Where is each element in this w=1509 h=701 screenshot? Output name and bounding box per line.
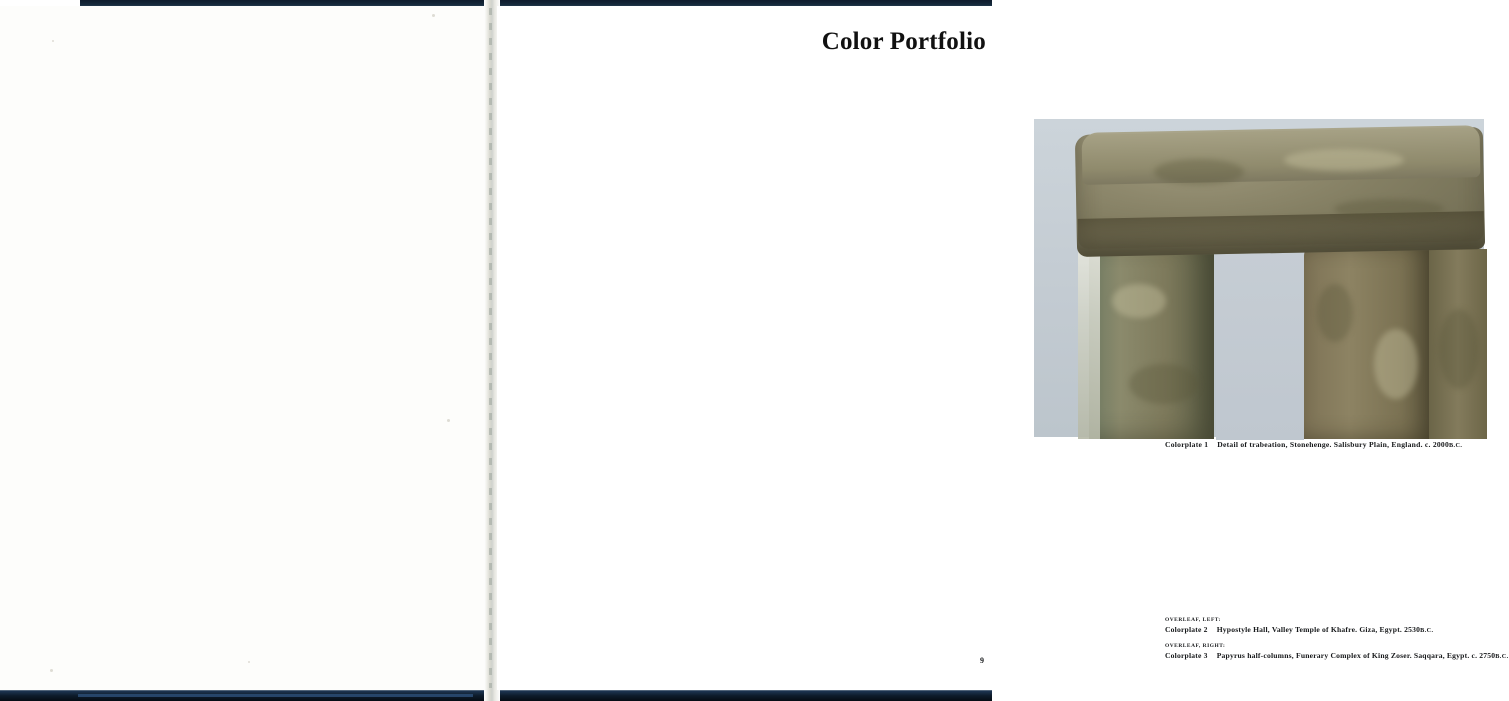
photo-stone-texture — [1112, 284, 1166, 318]
book-bottom-edge-highlight — [78, 694, 473, 697]
colorplate-1-image — [1034, 119, 1484, 437]
page-folio-number: 9 — [980, 656, 984, 665]
photo-stone-upright-left-lit-face — [1078, 239, 1100, 439]
photo-stone-texture — [1439, 309, 1479, 389]
overleaf-left-label: OVERLEAF, LEFT: — [1165, 617, 1221, 623]
photo-stone-lintel-top-face — [1082, 125, 1481, 185]
paper-speck — [432, 14, 435, 17]
caption-era: B.C. — [1449, 442, 1463, 449]
photo-stone-texture — [1154, 159, 1244, 185]
photo-stone-texture — [1284, 149, 1404, 171]
right-page — [497, 6, 1509, 690]
colorplate-1-caption — [1165, 440, 1462, 449]
overleaf-note-right — [1165, 643, 1509, 660]
overleaf-left-number: Colorplate 2 — [1165, 625, 1208, 634]
overleaf-right-label: OVERLEAF, RIGHT: — [1165, 643, 1226, 649]
left-page — [0, 6, 489, 690]
overleaf-note-left — [1165, 617, 1433, 634]
page-title: Color Portfolio — [821, 28, 986, 55]
photo-stone-upright-right — [1304, 244, 1434, 439]
photo-gap-between-uprights — [1216, 245, 1304, 440]
overleaf-right-number: Colorplate 3 — [1165, 651, 1208, 660]
photo-stone-texture — [1129, 364, 1199, 404]
paper-speck — [248, 661, 250, 663]
caption-text: Detail of trabeation, Stonehenge. Salisbury Plain, England. c. 2000 — [1217, 440, 1450, 449]
overleaf-right-text: Papyrus half-columns, Funerary Complex of King Zoser. Saqqara, Egypt. c. 2750 — [1216, 651, 1496, 660]
caption-number: Colorplate 1 — [1165, 440, 1209, 449]
overleaf-left-era: B.C. — [1420, 627, 1434, 634]
photo-stone-texture — [1334, 199, 1444, 219]
book-binding-stitching — [489, 8, 492, 688]
photo-stone-texture — [1317, 284, 1353, 342]
photo-stone-upright-left — [1089, 239, 1214, 439]
photo-stone-texture — [1374, 329, 1418, 399]
paper-speck — [447, 419, 450, 422]
overleaf-left-text: Hypostyle Hall, Valley Temple of Khafre. Giza, Egypt. 2530 — [1216, 625, 1421, 634]
paper-speck — [50, 669, 53, 672]
overleaf-right-era: B.C. — [1495, 653, 1509, 660]
paper-speck — [52, 40, 54, 42]
